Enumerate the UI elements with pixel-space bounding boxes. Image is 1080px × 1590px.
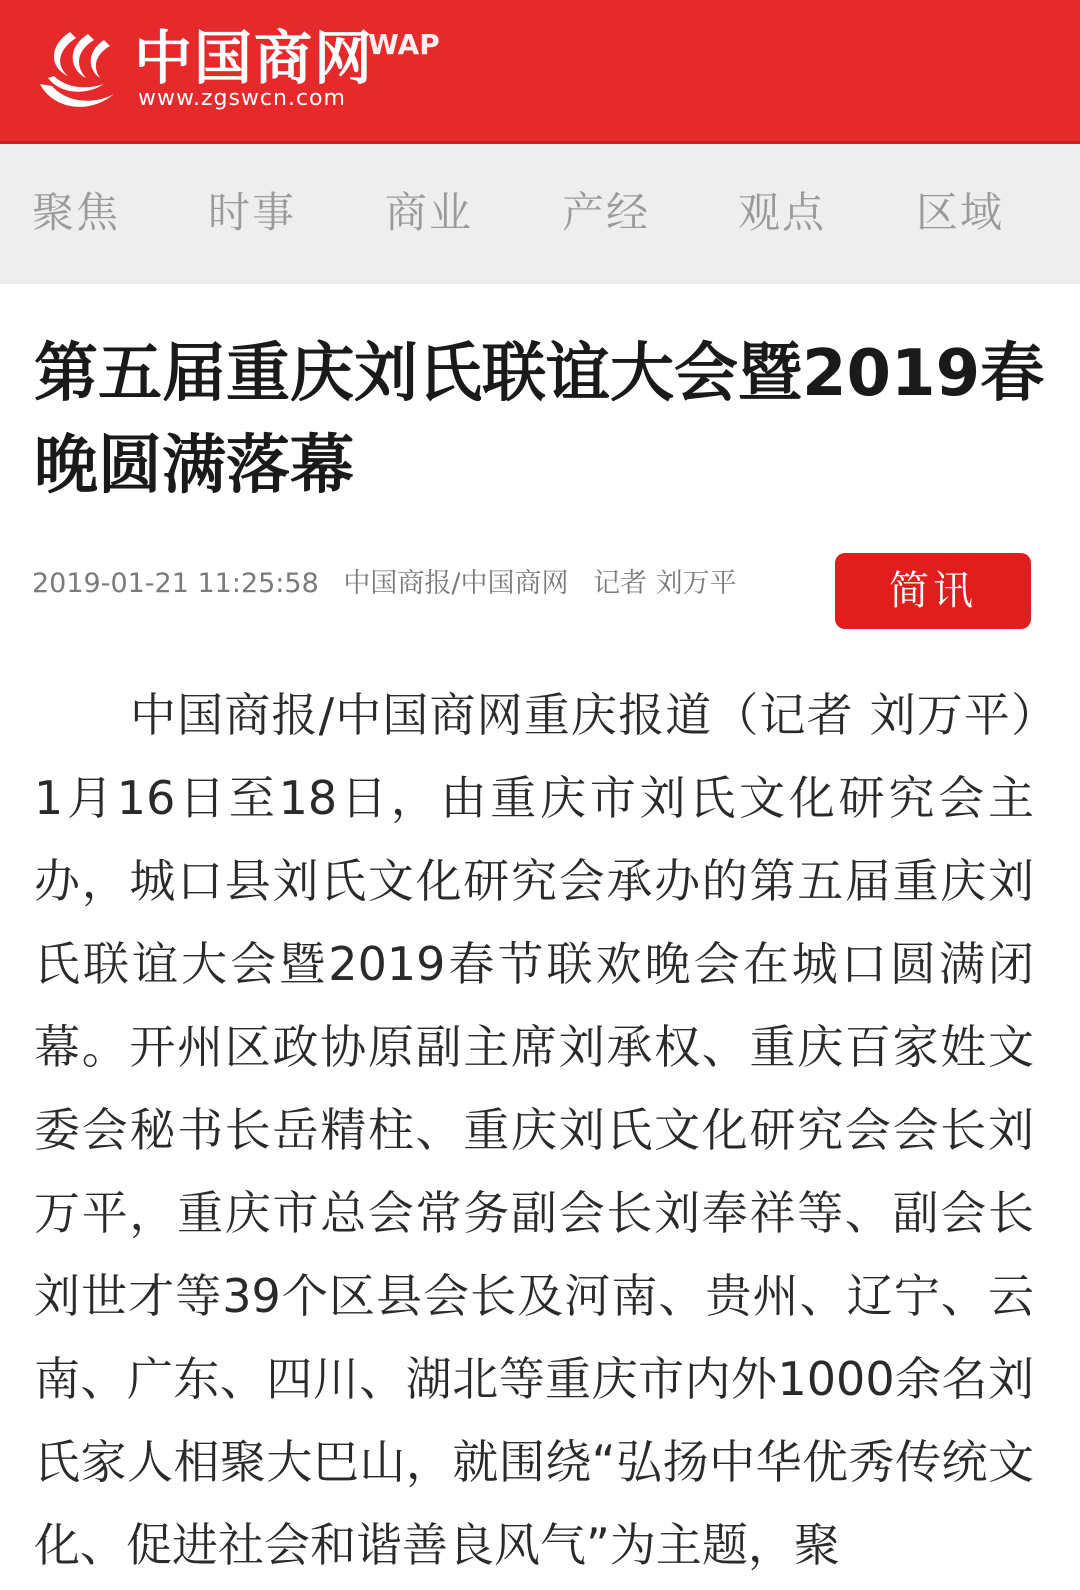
flame-swirl-logo-icon[interactable]	[30, 24, 126, 120]
nav-item-current-affairs[interactable]: 时事	[208, 188, 297, 237]
nav-bar	[0, 144, 1080, 284]
wap-label: WAP	[368, 28, 440, 61]
nav-item-region[interactable]: 区域	[916, 188, 1005, 237]
article-title: 第五届重庆刘氏联谊大会暨2019春晚圆满落幕	[34, 337, 1045, 503]
category-badge[interactable]: 简讯	[835, 553, 1031, 629]
brand-url: www.zgswcn.com	[138, 86, 346, 111]
article-body: 中国商报/中国商网重庆报道（记者 刘万平）1月16日至18日，由重庆市刘氏文化研究会主办，城口县刘氏文化研究会承办的第五届重庆刘氏联谊大会暨2019春节联欢晚会在城口圆满闭幕。开州区政协原副主席刘承权、重庆百家姓文委会秘书长岳精柱、重庆刘氏文化研究会会长刘万平，重庆市总会常务副会长刘奉祥等、副会长刘世才等39个区县会长及河南、贵州、辽宁、云南、广东、四川、湖北等重庆市内外1000余名刘氏家人相聚大巴山，就围绕“弘扬中华优秀传统文化、促进社会和谐善良风气”为主题，聚	[34, 688, 1034, 1572]
site-header	[0, 0, 1080, 144]
article-meta	[32, 566, 753, 602]
nav-item-industry[interactable]: 产经	[562, 188, 651, 237]
nav-item-opinion[interactable]: 观点	[738, 188, 827, 237]
brand-name[interactable]: 中国商网	[134, 24, 375, 92]
nav-item-focus[interactable]: 聚焦	[32, 188, 121, 237]
article-datetime: 2019-01-21 11:25:58	[32, 568, 319, 599]
nav-item-business[interactable]: 商业	[385, 188, 474, 237]
article-reporter: 记者 刘万平	[593, 568, 737, 599]
article-source: 中国商报/中国商网	[343, 568, 569, 599]
